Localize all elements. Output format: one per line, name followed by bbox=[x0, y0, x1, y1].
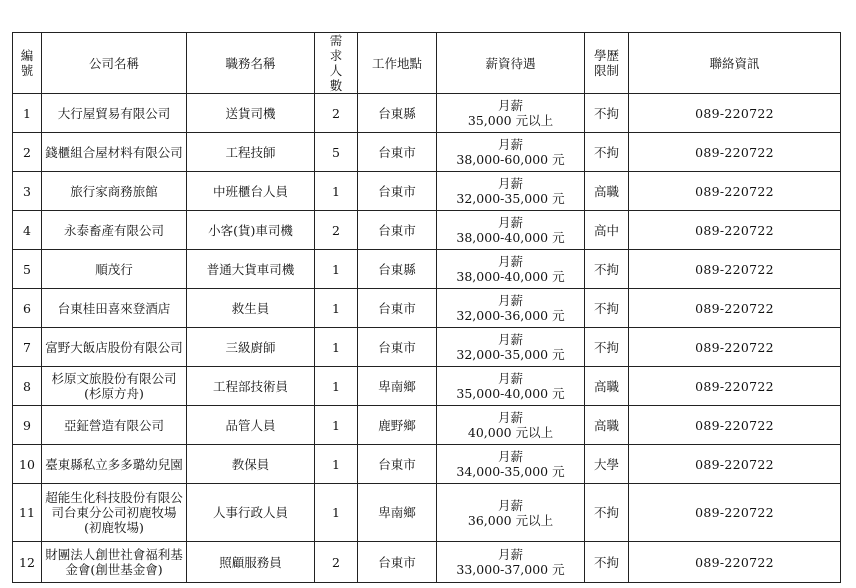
cell-count: 1 bbox=[315, 328, 358, 367]
cell-job: 小客(貨)車司機 bbox=[187, 211, 315, 250]
cell-job: 中班櫃台人員 bbox=[187, 172, 315, 211]
cell-no: 3 bbox=[13, 172, 42, 211]
table-row bbox=[13, 133, 841, 172]
salary-type: 月薪 bbox=[497, 254, 523, 269]
table-row bbox=[13, 289, 841, 328]
salary-amount: 32,000-35,000 元 bbox=[456, 191, 565, 206]
header-contact: 聯絡資訊 bbox=[629, 33, 841, 94]
cell-education: 不拘 bbox=[585, 133, 629, 172]
cell-count: 2 bbox=[315, 94, 358, 133]
job-listing-table bbox=[12, 32, 841, 583]
salary-amount: 34,000-35,000 元 bbox=[456, 464, 565, 479]
salary-type: 月薪 bbox=[497, 215, 523, 230]
table-body bbox=[13, 94, 841, 583]
cell-location: 台東市 bbox=[358, 172, 437, 211]
cell-no: 2 bbox=[13, 133, 42, 172]
cell-contact: 089-220722 bbox=[629, 445, 841, 484]
cell-contact: 089-220722 bbox=[629, 133, 841, 172]
table-row bbox=[13, 94, 841, 133]
cell-education: 高職 bbox=[585, 406, 629, 445]
table-row bbox=[13, 542, 841, 583]
cell-no: 8 bbox=[13, 367, 42, 406]
cell-job: 人事行政人員 bbox=[187, 484, 315, 542]
salary-amount: 32,000-35,000 元 bbox=[456, 347, 565, 362]
cell-count: 1 bbox=[315, 406, 358, 445]
salary-type: 月薪 bbox=[497, 332, 523, 347]
cell-salary bbox=[437, 250, 585, 289]
salary-amount: 36,000 元以上 bbox=[467, 512, 554, 528]
salary-amount: 35,000 元以上 bbox=[467, 113, 554, 128]
salary-type: 月薪 bbox=[497, 98, 523, 113]
cell-location: 台東市 bbox=[358, 289, 437, 328]
cell-count: 2 bbox=[315, 542, 358, 583]
salary-amount: 38,000-40,000 元 bbox=[456, 230, 565, 245]
cell-company: 財團法人創世社會福利基金會(創世基金會) bbox=[42, 542, 187, 583]
cell-location: 台東縣 bbox=[358, 250, 437, 289]
cell-no: 9 bbox=[13, 406, 42, 445]
cell-location: 台東市 bbox=[358, 211, 437, 250]
cell-contact: 089-220722 bbox=[629, 211, 841, 250]
salary-type: 月薪 bbox=[497, 137, 523, 152]
header-salary: 薪資待遇 bbox=[437, 33, 585, 94]
cell-salary bbox=[437, 133, 585, 172]
cell-education: 高中 bbox=[585, 211, 629, 250]
cell-count: 1 bbox=[315, 172, 358, 211]
cell-salary bbox=[437, 328, 585, 367]
cell-company: 永泰畜產有限公司 bbox=[42, 211, 187, 250]
cell-company: 旅行家商務旅館 bbox=[42, 172, 187, 211]
cell-no: 12 bbox=[13, 542, 42, 583]
cell-no: 4 bbox=[13, 211, 42, 250]
cell-contact: 089-220722 bbox=[629, 328, 841, 367]
cell-company: 大行屋貿易有限公司 bbox=[42, 94, 187, 133]
table-row bbox=[13, 250, 841, 289]
cell-no: 10 bbox=[13, 445, 42, 484]
cell-company: 富野大飯店股份有限公司 bbox=[42, 328, 187, 367]
cell-count: 1 bbox=[315, 445, 358, 484]
salary-amount: 32,000-36,000 元 bbox=[456, 308, 565, 323]
header-education: 學歷限制 bbox=[585, 33, 629, 94]
cell-company: 杉原文旅股份有限公司(杉原方舟) bbox=[42, 367, 187, 406]
salary-amount: 33,000-37,000 元 bbox=[456, 562, 565, 577]
cell-education: 高職 bbox=[585, 172, 629, 211]
salary-type: 月薪 bbox=[497, 176, 523, 191]
cell-company: 臺東縣私立多多璐幼兒園 bbox=[42, 445, 187, 484]
header-job: 職務名稱 bbox=[187, 33, 315, 94]
cell-education: 不拘 bbox=[585, 542, 629, 583]
cell-count: 1 bbox=[315, 250, 358, 289]
cell-job: 三級廚師 bbox=[187, 328, 315, 367]
cell-no: 7 bbox=[13, 328, 42, 367]
cell-company: 台東桂田喜來登酒店 bbox=[42, 289, 187, 328]
cell-contact: 089-220722 bbox=[629, 250, 841, 289]
header-row bbox=[13, 33, 841, 94]
cell-education: 不拘 bbox=[585, 94, 629, 133]
table-row bbox=[13, 367, 841, 406]
cell-salary bbox=[437, 542, 585, 583]
cell-location: 鹿野鄉 bbox=[358, 406, 437, 445]
cell-job: 送貨司機 bbox=[187, 94, 315, 133]
salary-type: 月薪 bbox=[497, 449, 523, 464]
cell-company: 亞鉦營造有限公司 bbox=[42, 406, 187, 445]
cell-education: 高職 bbox=[585, 367, 629, 406]
cell-no: 5 bbox=[13, 250, 42, 289]
cell-job: 品管人員 bbox=[187, 406, 315, 445]
cell-contact: 089-220722 bbox=[629, 542, 841, 583]
cell-salary bbox=[437, 94, 585, 133]
cell-location: 台東市 bbox=[358, 328, 437, 367]
cell-location: 台東市 bbox=[358, 133, 437, 172]
salary-type: 月薪 bbox=[497, 497, 523, 513]
header-location: 工作地點 bbox=[358, 33, 437, 94]
header-no: 編號 bbox=[13, 33, 42, 94]
cell-count: 5 bbox=[315, 133, 358, 172]
table-row bbox=[13, 445, 841, 484]
cell-salary bbox=[437, 367, 585, 406]
cell-location: 卑南鄉 bbox=[358, 367, 437, 406]
cell-company: 順茂行 bbox=[42, 250, 187, 289]
cell-job: 工程技師 bbox=[187, 133, 315, 172]
header-company: 公司名稱 bbox=[42, 33, 187, 94]
cell-job: 照顧服務員 bbox=[187, 542, 315, 583]
table-row bbox=[13, 172, 841, 211]
cell-job: 工程部技術員 bbox=[187, 367, 315, 406]
cell-no: 1 bbox=[13, 94, 42, 133]
header-count: 需求人數 bbox=[315, 33, 358, 94]
table-row bbox=[13, 484, 841, 542]
cell-contact: 089-220722 bbox=[629, 484, 841, 542]
cell-job: 教保員 bbox=[187, 445, 315, 484]
cell-count: 1 bbox=[315, 367, 358, 406]
cell-salary bbox=[437, 484, 585, 542]
cell-contact: 089-220722 bbox=[629, 94, 841, 133]
cell-education: 不拘 bbox=[585, 484, 629, 542]
table-row bbox=[13, 328, 841, 367]
cell-education: 不拘 bbox=[585, 250, 629, 289]
table-row bbox=[13, 406, 841, 445]
cell-job: 救生員 bbox=[187, 289, 315, 328]
salary-amount: 38,000-40,000 元 bbox=[456, 269, 565, 284]
salary-type: 月薪 bbox=[497, 371, 523, 386]
cell-salary bbox=[437, 172, 585, 211]
cell-salary bbox=[437, 211, 585, 250]
cell-no: 11 bbox=[13, 484, 42, 542]
cell-salary bbox=[437, 445, 585, 484]
cell-contact: 089-220722 bbox=[629, 172, 841, 211]
salary-type: 月薪 bbox=[497, 293, 523, 308]
table-row bbox=[13, 211, 841, 250]
cell-education: 不拘 bbox=[585, 328, 629, 367]
cell-company: 超能生化科技股份有限公司台東分公司初鹿牧場(初鹿牧場) bbox=[42, 484, 187, 542]
cell-location: 台東縣 bbox=[358, 94, 437, 133]
cell-job: 普通大貨車司機 bbox=[187, 250, 315, 289]
cell-location: 卑南鄉 bbox=[358, 484, 437, 542]
cell-education: 大學 bbox=[585, 445, 629, 484]
cell-location: 台東市 bbox=[358, 542, 437, 583]
cell-contact: 089-220722 bbox=[629, 367, 841, 406]
salary-amount: 40,000 元以上 bbox=[467, 425, 554, 440]
cell-salary bbox=[437, 289, 585, 328]
cell-location: 台東市 bbox=[358, 445, 437, 484]
cell-company: 錢櫃組合屋材料有限公司 bbox=[42, 133, 187, 172]
cell-count: 1 bbox=[315, 484, 358, 542]
cell-no: 6 bbox=[13, 289, 42, 328]
cell-contact: 089-220722 bbox=[629, 289, 841, 328]
salary-type: 月薪 bbox=[497, 547, 523, 562]
cell-count: 1 bbox=[315, 289, 358, 328]
cell-contact: 089-220722 bbox=[629, 406, 841, 445]
salary-amount: 38,000-60,000 元 bbox=[456, 152, 565, 167]
cell-education: 不拘 bbox=[585, 289, 629, 328]
salary-type: 月薪 bbox=[497, 410, 523, 425]
salary-amount: 35,000-40,000 元 bbox=[456, 386, 565, 401]
cell-count: 2 bbox=[315, 211, 358, 250]
cell-salary bbox=[437, 406, 585, 445]
